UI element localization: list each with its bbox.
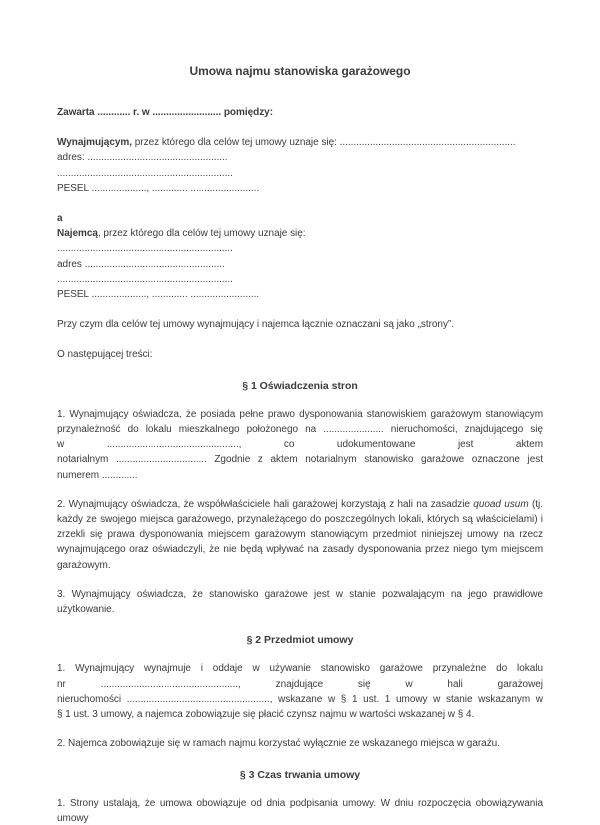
paragraph-line: w ................................................, co udokumentowane jest aktem [57, 439, 543, 451]
section-3-paragraph-1 [57, 796, 543, 825]
conjunction-text: a [57, 213, 63, 225]
paragraph-line: użytkowanie. [57, 604, 115, 616]
opening-line [57, 105, 543, 120]
lessor-name-line [57, 135, 543, 150]
paragraph-line: nieruchomości ...................................................., wskazane w § 1 ust. 1 umowy w stanie wskazanym w [57, 693, 543, 705]
paragraph-line: 3. Wynajmujący oświadcza, że stanowisko garażowe jest w stanie pozwalającym na jego prawidłowe [57, 588, 543, 600]
section-1-paragraph-2 [57, 497, 543, 573]
paragraph-line: § 1 ust. 3 umowy, a najemca zobowiązuje się płacić czynsz najmu w wartości wskazanej w § 4. [57, 709, 475, 721]
tenant-address-line: adres ................................................... [57, 258, 225, 270]
paragraph-line: 1. Strony ustalają, że umowa obowiązuje od dnia podpisania umowy. W dniu rozpoczęcia obowiązywania umowy [57, 797, 543, 824]
section-3 [57, 768, 543, 825]
section-2-heading: § 2 Przedmiot umowy [246, 634, 354, 647]
lessor-address-line: adres: ................................................... [57, 152, 228, 164]
paragraph-line: zrzekli się prawa dysponowania miejscem garażowym stanowiącym przedmiot niniejszej umowy na rzecz [57, 529, 543, 541]
paragraph-line: nr .................................................., znajdujące się w hali garażowej [57, 678, 543, 690]
parties-note: Przy czym dla celów tej umowy wynajmujący i najemca łącznie oznaczani są jako „strony”. [57, 319, 454, 331]
tenant-dots-line-2: ................................................................ [57, 273, 233, 285]
paragraph-line: notarialnym ................................. Zgodnie z aktem notarialnym stanowisko garażowe oznaczone jest [57, 454, 543, 466]
section-1-paragraph-3 [57, 587, 543, 617]
paragraph-line: numerem ............. [57, 469, 138, 481]
paragraph-text: (tj. [528, 498, 543, 510]
tenant-name-line [57, 226, 543, 241]
latin-term: quoad usum [473, 498, 529, 510]
paragraph-line: 1. Wynajmujący wynajmuje i oddaje w używanie stanowisko garażowe przynależne do lokalu [57, 663, 543, 675]
tenant-block [57, 211, 543, 302]
lessor-dots-line: ................................................................ [57, 167, 233, 179]
lessor-pesel-line: PESEL ...................., ............. ......................... [57, 182, 260, 194]
paragraph-line [57, 497, 543, 512]
tenant-dots-line-1: ................................................................ [57, 243, 233, 255]
section-2-paragraph-1 [57, 661, 543, 722]
document-title: Umowa najmu stanowiska garażowego [189, 64, 411, 78]
tenant-pesel-line: PESEL ...................., ............. ......................... [57, 289, 260, 301]
paragraph-line: wynajmującego oraz oświadczyli, że nie będą wpływać na zasady dysponowania przez niego tym miejscem [57, 544, 543, 556]
section-3-heading: § 3 Czas trwania umowy [239, 768, 361, 781]
lessor-block [57, 135, 543, 196]
tenant-label: Najemcą [57, 228, 98, 240]
section-1-paragraph-1 [57, 407, 543, 483]
paragraph-line: garażowym. [57, 559, 111, 571]
section-2-paragraph-2: 2. Najemca zobowiązuje się w ramach najmu korzystać wyłącznie ze wskazanego miejsca w garażu. [57, 738, 500, 750]
section-1-heading: § 1 Oświadczenia stron [242, 379, 358, 392]
conjunction-line [57, 211, 543, 226]
preamble-line: O następującej treści: [57, 349, 153, 361]
paragraph-line: przynależność do lokalu mieszkalnego położonego na ...................... nieruchomości, znajdującego się [57, 424, 543, 436]
section-1 [57, 379, 543, 618]
paragraph-line: 1. Wynajmujący oświadcza, że posiada pełne prawo dysponowania stanowiskiem garażowym stanowiącym [57, 408, 543, 420]
tenant-description: , przez którego dla celów tej umowy uznaje się: [97, 228, 306, 240]
lessor-label: Wynajmującym, [57, 137, 133, 149]
section-2 [57, 633, 543, 751]
paragraph-text: 2. Wynajmujący oświadcza, że współwłaściciele hali garażowej korzystają z hali na zasadzie [57, 498, 474, 510]
lessor-description: przez którego dla celów tej umowy uznaje się: ................................................................ [132, 137, 516, 149]
paragraph-line: każdy ze swojego miejsca garażowego, przynależącego do poszczególnych lokali, których są właścicielami) i [57, 514, 543, 526]
opening-line-text: Zawarta ............ r. w ......................... pomiędzy: [57, 107, 273, 118]
